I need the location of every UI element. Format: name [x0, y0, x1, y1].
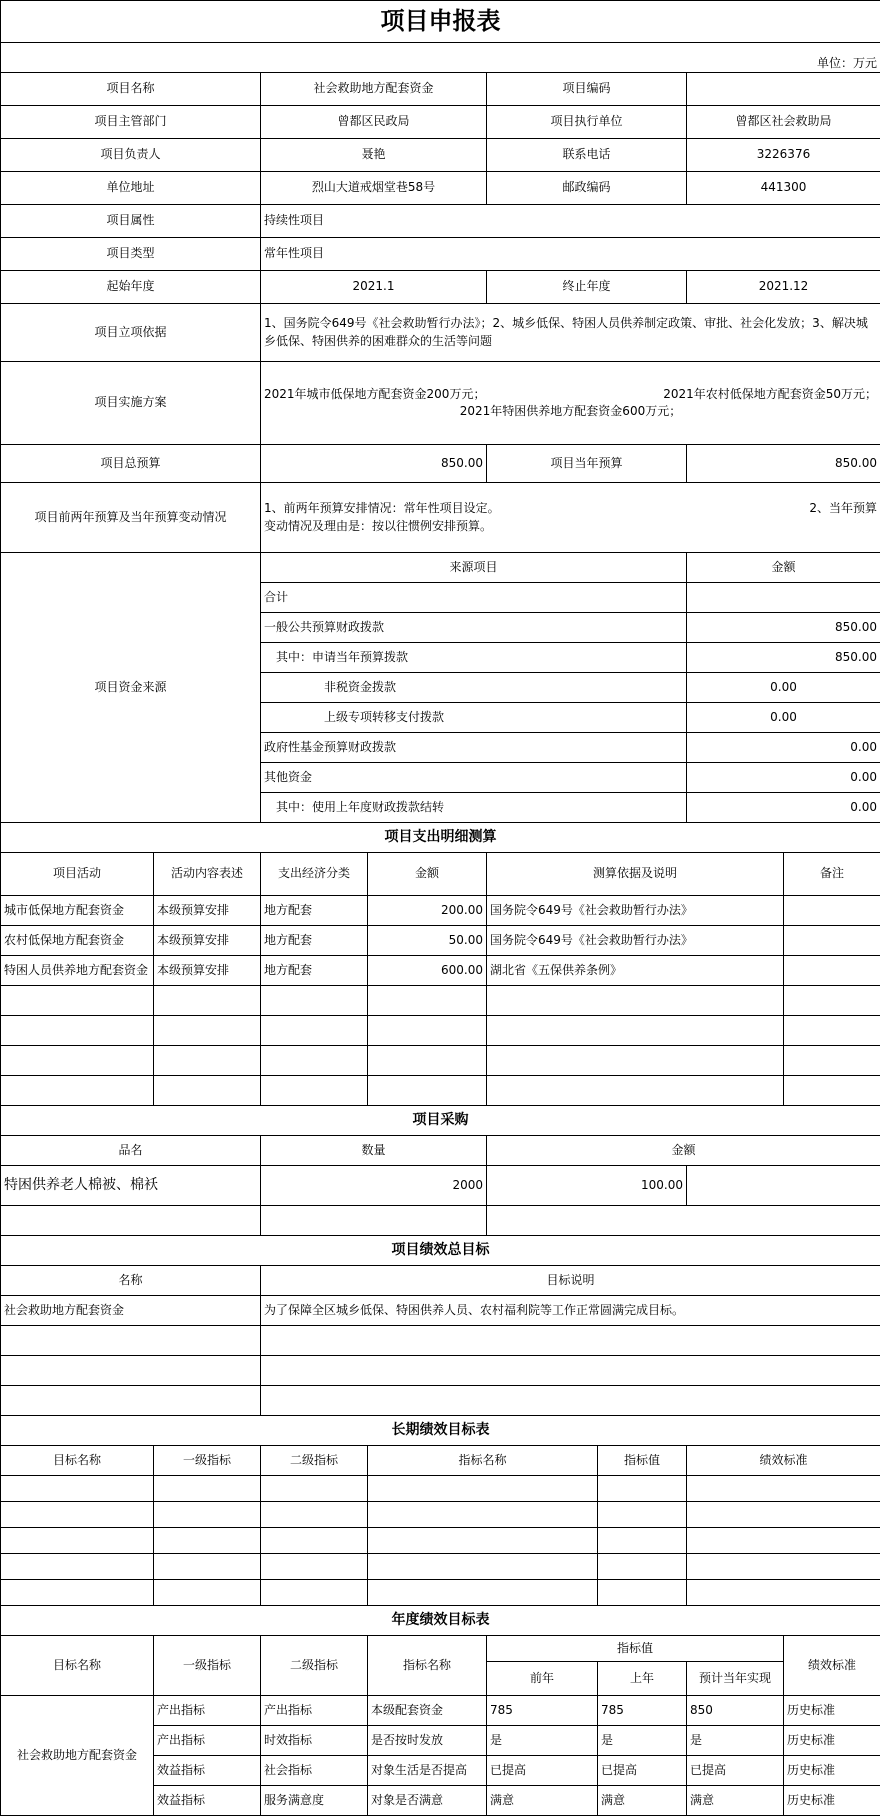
type-label: 项目类型	[1, 238, 261, 271]
change-line-1: 1、前两年预算安排情况：常年性项目设定。	[264, 500, 500, 517]
funding-header-amount: 金额	[687, 553, 880, 583]
annual-expected: 850	[687, 1696, 784, 1726]
expense-note	[784, 896, 880, 926]
unit-label: 单位：万元	[1, 43, 880, 73]
expense-basis: 湖北省《五保供养条例》	[487, 956, 784, 986]
annual-section-title: 年度绩效目标表	[1, 1606, 880, 1636]
funding-header-source: 来源项目	[261, 553, 687, 583]
annual-header-expected: 预计当年实现	[687, 1662, 784, 1696]
address-value: 烈山大道戒烟堂巷58号	[261, 172, 487, 205]
project-code-value	[687, 73, 880, 106]
dept-label: 项目主管部门	[1, 106, 261, 139]
annual-level2: 社会指标	[261, 1756, 368, 1786]
goal-name: 社会救助地方配套资金	[1, 1296, 261, 1326]
attr-label: 项目属性	[1, 205, 261, 238]
type-value: 常年性项目	[261, 238, 880, 271]
expense-activity: 特困人员供养地方配套资金	[1, 956, 154, 986]
expense-section-title: 项目支出明细测算	[1, 823, 880, 853]
procurement-header-item: 品名	[1, 1136, 261, 1166]
attr-value: 持续性项目	[261, 205, 880, 238]
plan-line-3: 2021年特困供养地方配套资金600万元；	[264, 403, 877, 420]
funding-row-name: 政府性基金预算财政拨款	[261, 733, 687, 763]
total-budget-value: 850.00	[261, 445, 487, 483]
budget-change-label: 项目前两年预算及当年预算变动情况	[1, 483, 261, 553]
funding-row-amount: 850.00	[687, 643, 880, 673]
expense-category: 地方配套	[261, 926, 368, 956]
dept-value: 曾都区民政局	[261, 106, 487, 139]
longterm-header-standard: 绩效标准	[687, 1446, 880, 1476]
total-budget-label: 项目总预算	[1, 445, 261, 483]
expense-amount: 600.00	[368, 956, 487, 986]
zip-label: 邮政编码	[487, 172, 687, 205]
zip-value: 441300	[687, 172, 880, 205]
funding-row-name: 其中：申请当年预算拨款	[261, 643, 687, 673]
annual-level1: 效益指标	[154, 1756, 261, 1786]
funding-row-amount	[687, 583, 880, 613]
plan-label: 项目实施方案	[1, 362, 261, 445]
longterm-header-level1: 一级指标	[154, 1446, 261, 1476]
annual-prev1: 是	[598, 1726, 687, 1756]
annual-expected: 是	[687, 1726, 784, 1756]
expense-amount: 50.00	[368, 926, 487, 956]
annual-level1: 产出指标	[154, 1696, 261, 1726]
funding-row-name: 其中：使用上年度财政拨款结转	[261, 793, 687, 823]
expense-header-activity: 项目活动	[1, 853, 154, 896]
funding-row-amount: 0.00	[687, 793, 880, 823]
funding-row-amount: 0.00	[687, 703, 880, 733]
goal-header-name: 名称	[1, 1266, 261, 1296]
table-row	[1, 1476, 880, 1502]
table-row	[1, 1166, 880, 1206]
annual-level2: 时效指标	[261, 1726, 368, 1756]
annual-indicator: 本级配套资金	[368, 1696, 487, 1726]
funding-row-amount: 0.00	[687, 763, 880, 793]
annual-level2: 服务满意度	[261, 1786, 368, 1816]
expense-note	[784, 956, 880, 986]
expense-amount: 200.00	[368, 896, 487, 926]
plan-line-1: 2021年城市低保地方配套资金200万元；	[264, 386, 485, 403]
annual-expected: 已提高	[687, 1756, 784, 1786]
project-name-value: 社会救助地方配套资金	[261, 73, 487, 106]
procurement-section-title: 项目采购	[1, 1106, 880, 1136]
longterm-header-level2: 二级指标	[261, 1446, 368, 1476]
current-budget-value: 850.00	[687, 445, 880, 483]
annual-header-standard: 绩效标准	[784, 1636, 880, 1696]
annual-prev1: 满意	[598, 1786, 687, 1816]
expense-note	[784, 926, 880, 956]
basis-value: 1、国务院令649号《社会救助暂行办法》；2、城乡低保、特困人员供养制定政策、审批、社会化发放；3、解决城乡低保、特困供养的困难群众的生活等问题	[261, 304, 880, 362]
exec-unit-label: 项目执行单位	[487, 106, 687, 139]
expense-category: 地方配套	[261, 956, 368, 986]
current-budget-label: 项目当年预算	[487, 445, 687, 483]
annual-header-level2: 二级指标	[261, 1636, 368, 1696]
annual-header-prev1: 上年	[598, 1662, 687, 1696]
annual-level1: 产出指标	[154, 1726, 261, 1756]
expense-content: 本级预算安排	[154, 956, 261, 986]
annual-header-value: 指标值	[487, 1636, 784, 1662]
expense-header-basis: 测算依据及说明	[487, 853, 784, 896]
longterm-header-goal: 目标名称	[1, 1446, 154, 1476]
basis-label: 项目立项依据	[1, 304, 261, 362]
annual-header-prev2: 前年	[487, 1662, 598, 1696]
expense-header-amount: 金额	[368, 853, 487, 896]
table-row	[1, 1386, 880, 1416]
longterm-header-indicator: 指标名称	[368, 1446, 598, 1476]
budget-change-value	[261, 483, 880, 553]
table-row	[1, 1046, 880, 1076]
procurement-header-qty: 数量	[261, 1136, 487, 1166]
table-row	[1, 1580, 880, 1606]
project-code-label: 项目编码	[487, 73, 687, 106]
table-row	[1, 896, 880, 926]
procurement-item: 特困供养老人棉被、棉袄	[1, 1166, 261, 1206]
table-row	[1, 1696, 880, 1726]
funding-row-name: 上级专项转移支付拨款	[261, 703, 687, 733]
longterm-section-title: 长期绩效目标表	[1, 1416, 880, 1446]
annual-level2: 产出指标	[261, 1696, 368, 1726]
funding-row-name: 合计	[261, 583, 687, 613]
annual-prev1: 已提高	[598, 1756, 687, 1786]
funding-row-amount: 0.00	[687, 733, 880, 763]
start-year-label: 起始年度	[1, 271, 261, 304]
goal-section-title: 项目绩效总目标	[1, 1236, 880, 1266]
goal-header-desc: 目标说明	[261, 1266, 880, 1296]
end-year-label: 终止年度	[487, 271, 687, 304]
expense-header-note: 备注	[784, 853, 880, 896]
funding-row-amount: 0.00	[687, 673, 880, 703]
table-row	[1, 1502, 880, 1528]
change-line-3: 变动情况及理由是：按以往惯例安排预算。	[264, 518, 877, 535]
expense-basis: 国务院令649号《社会救助暂行办法》	[487, 926, 784, 956]
annual-prev2: 已提高	[487, 1756, 598, 1786]
expense-header-category: 支出经济分类	[261, 853, 368, 896]
annual-header-goal: 目标名称	[1, 1636, 154, 1696]
annual-level1: 效益指标	[154, 1786, 261, 1816]
expense-basis: 国务院令649号《社会救助暂行办法》	[487, 896, 784, 926]
person-label: 项目负责人	[1, 139, 261, 172]
annual-expected: 满意	[687, 1786, 784, 1816]
plan-value	[261, 362, 880, 445]
annual-indicator: 对象是否满意	[368, 1786, 487, 1816]
person-value: 聂艳	[261, 139, 487, 172]
project-name-label: 项目名称	[1, 73, 261, 106]
expense-header-content: 活动内容表述	[154, 853, 261, 896]
funding-row-name: 非税资金拨款	[261, 673, 687, 703]
table-row	[1, 1296, 880, 1326]
funding-label: 项目资金来源	[1, 553, 261, 823]
expense-activity: 农村低保地方配套资金	[1, 926, 154, 956]
change-line-2: 2、当年预算	[809, 500, 877, 517]
annual-prev2: 785	[487, 1696, 598, 1726]
annual-standard: 历史标准	[784, 1756, 880, 1786]
annual-prev2: 是	[487, 1726, 598, 1756]
table-row	[1, 1356, 880, 1386]
annual-prev2: 满意	[487, 1786, 598, 1816]
address-label: 单位地址	[1, 172, 261, 205]
table-row	[1, 1554, 880, 1580]
expense-activity: 城市低保地方配套资金	[1, 896, 154, 926]
annual-header-indicator: 指标名称	[368, 1636, 487, 1696]
table-row	[1, 1076, 880, 1106]
phone-value: 3226376	[687, 139, 880, 172]
table-row	[1, 1326, 880, 1356]
funding-row-amount: 850.00	[687, 613, 880, 643]
procurement-header-amount: 金额	[487, 1136, 880, 1166]
annual-indicator: 对象生活是否提高	[368, 1756, 487, 1786]
funding-row-name: 一般公共预算财政拨款	[261, 613, 687, 643]
start-year-value: 2021.1	[261, 271, 487, 304]
goal-desc: 为了保障全区城乡低保、特困供养人员、农村福利院等工作正常圆满完成目标。	[261, 1296, 880, 1326]
procurement-qty: 2000	[261, 1166, 487, 1206]
end-year-value: 2021.12	[687, 271, 880, 304]
table-row	[1, 1528, 880, 1554]
annual-standard: 历史标准	[784, 1726, 880, 1756]
expense-content: 本级预算安排	[154, 896, 261, 926]
expense-content: 本级预算安排	[154, 926, 261, 956]
funding-row-name: 其他资金	[261, 763, 687, 793]
form-title: 项目申报表	[1, 1, 880, 43]
longterm-header-value: 指标值	[598, 1446, 687, 1476]
annual-goal-name: 社会救助地方配套资金	[1, 1696, 154, 1816]
table-row	[1, 1016, 880, 1046]
plan-line-2: 2021年农村低保地方配套资金50万元；	[663, 386, 877, 403]
annual-standard: 历史标准	[784, 1786, 880, 1816]
procurement-amount: 100.00	[487, 1166, 687, 1206]
table-row	[1, 926, 880, 956]
annual-header-level1: 一级指标	[154, 1636, 261, 1696]
expense-category: 地方配套	[261, 896, 368, 926]
table-row	[1, 986, 880, 1016]
annual-indicator: 是否按时发放	[368, 1726, 487, 1756]
table-row	[1, 956, 880, 986]
phone-label: 联系电话	[487, 139, 687, 172]
annual-prev1: 785	[598, 1696, 687, 1726]
annual-standard: 历史标准	[784, 1696, 880, 1726]
exec-unit-value: 曾都区社会救助局	[687, 106, 880, 139]
table-row	[1, 1206, 880, 1236]
